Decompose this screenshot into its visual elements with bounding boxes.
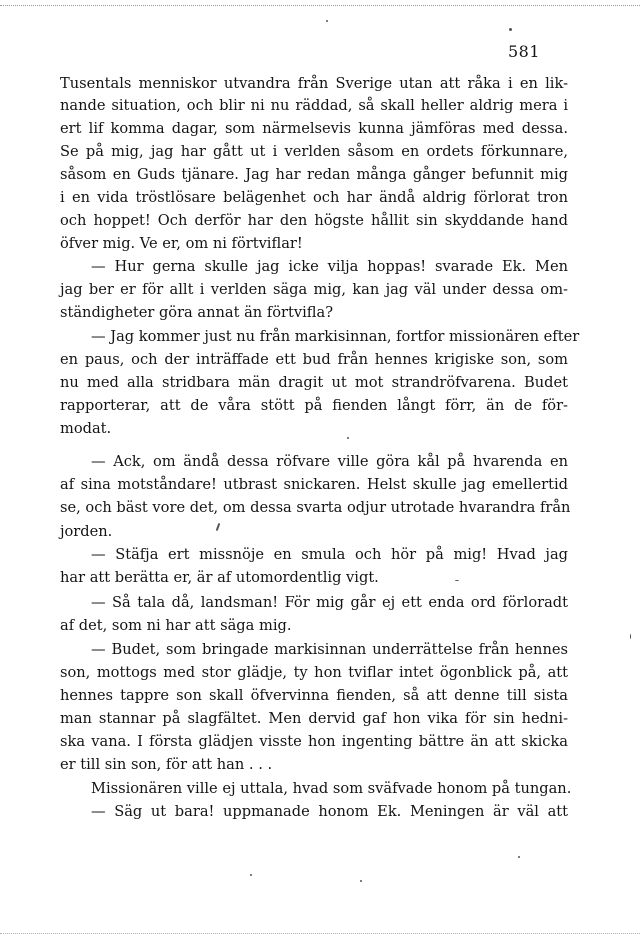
text-line: ert lif komma dagar, som närmelsevis kunna jämföras med dessa. <box>60 120 568 137</box>
text-line: ständigheter göra annat än förtvifla? <box>60 304 334 321</box>
text-line: — Stäfja ert missnöje en smula och hör på mig! Hvad jag <box>91 546 568 563</box>
text-line: jag ber er för allt i verlden säga mig, kan jag väl under dessa om- <box>60 281 568 298</box>
text-line: man stannar på slagfältet. Men dervid gaf hon vika för sin hedni- <box>60 710 568 727</box>
text-line: och hoppet! Och derför har den högste hållit sin skyddande hand <box>60 212 568 229</box>
text-line: af det, som ni har att säga mig. <box>60 617 292 634</box>
text-line: er till sin son, för att han . . . <box>60 756 273 773</box>
text-line: hennes tappre son skall öfvervinna fienden, så att denne till sista <box>60 687 568 704</box>
scan-speck <box>509 28 512 31</box>
scan-speck <box>518 856 520 858</box>
text-line: — Budet, som bringade markisinnan underrättelse från hennes <box>91 641 568 658</box>
text-line: — Så tala då, landsman! För mig går ej ett enda ord förloradt <box>91 594 568 611</box>
text-line: i en vida tröstlösare belägenhet och har ändå aldrig förlorat tron <box>60 189 568 206</box>
text-line: son, mottogs med stor glädje, ty hon tviflar intet ögonblick på, att <box>60 664 568 681</box>
page-number: 581 <box>508 42 541 61</box>
text-line: har att berätta er, är af utomordentlig vigt. <box>60 569 379 586</box>
text-line: Missionären ville ej uttala, hvad som sväfvade honom på tungan. <box>91 780 572 797</box>
text-line: — Säg ut bara! uppmanade honom Ek. Meningen är väl att <box>91 803 568 820</box>
text-line: såsom en Guds tjänare. Jag har redan många gånger befunnit mig <box>60 166 568 183</box>
scan-speck <box>455 580 459 581</box>
text-line: — Hur gerna skulle jag icke vilja hoppas! svarade Ek. Men <box>91 258 568 275</box>
text-line: nande situation, och blir ni nu räddad, så skall heller aldrig mera i <box>60 97 568 114</box>
text-line: ska vana. I första glädjen visste hon ingenting bättre än att skicka <box>60 733 568 750</box>
text-line: jorden. <box>60 523 113 540</box>
text-line: Se på mig, jag har gått ut i verlden såsom en ordets förkunnare, <box>60 143 568 160</box>
scan-speck <box>250 874 252 876</box>
text-line: — Ack, om ändå dessa röfvare ville göra kål på hvarenda en <box>91 453 568 470</box>
scan-speck <box>360 880 362 882</box>
text-line: en paus, och der inträffade ett bud från hennes krigiske son, som <box>60 351 568 368</box>
text-line: nu med alla stridbara män dragit ut mot strandröfvarena. Budet <box>60 374 568 391</box>
text-line: Tusentals menniskor utvandra från Sverige utan att råka i en lik- <box>60 75 568 92</box>
top-dotted-rule <box>0 5 640 6</box>
text-line: se, och bäst vore det, om dessa svarta odjur utrotade hvarandra från <box>60 499 571 516</box>
scan-speck <box>630 634 631 639</box>
text-line: rapporterar, att de våra stött på fienden långt förr, än de för- <box>60 397 568 414</box>
scan-speck <box>326 20 328 22</box>
text-line: af sina motståndare! utbrast snickaren. Helst skulle jag emellertid <box>60 476 568 493</box>
bottom-dotted-rule <box>0 933 640 934</box>
text-line: modat. <box>60 420 112 437</box>
scan-speck <box>347 437 349 439</box>
text-line: — Jag kommer just nu från markisinnan, fortfor missionären efter <box>91 328 580 345</box>
text-line: öfver mig. Ve er, om ni förtviflar! <box>60 235 303 252</box>
